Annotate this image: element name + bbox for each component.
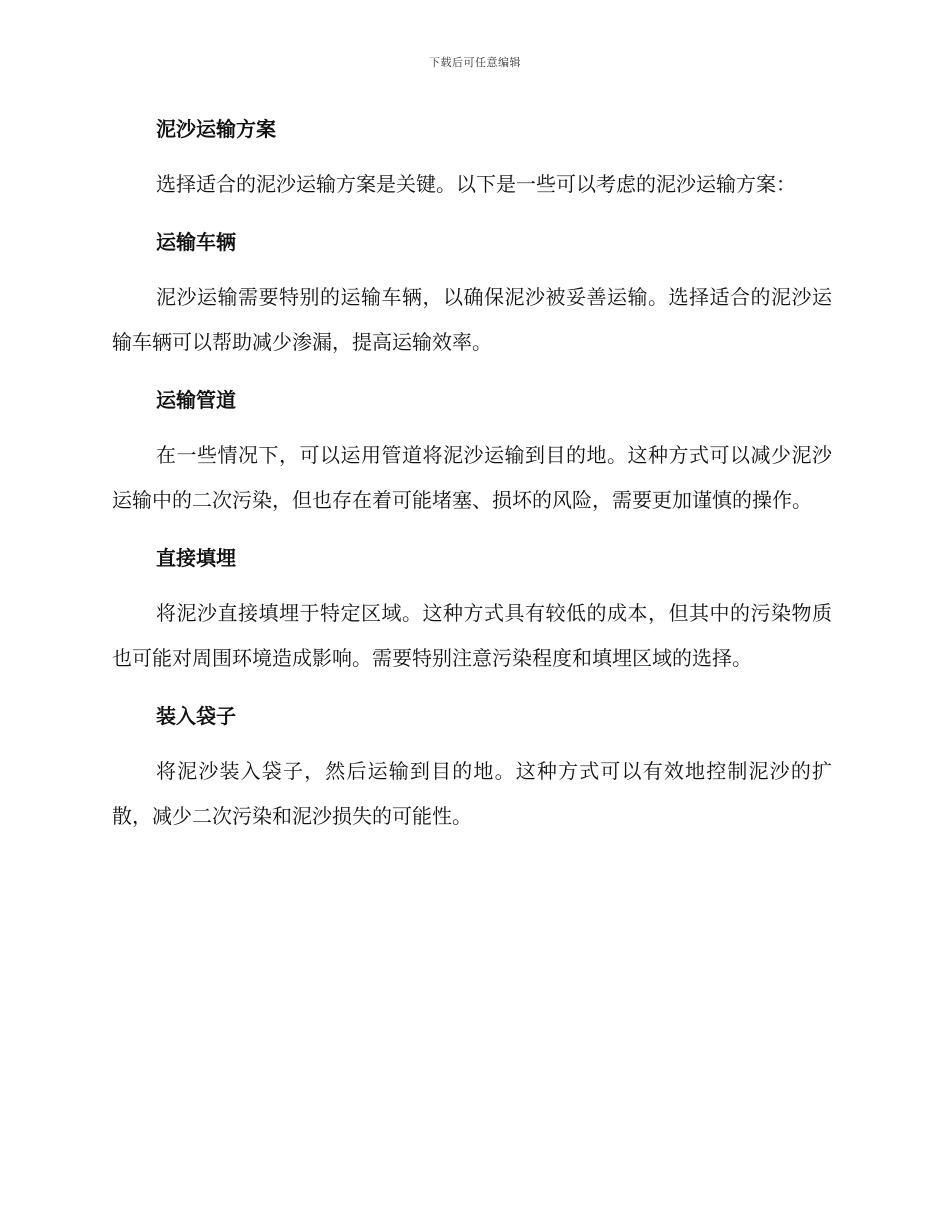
section-title-direct-landfill: 直接填埋	[156, 546, 236, 570]
section-body-bagging: 将泥沙装入袋子，然后运输到目的地。这种方式可以有效地控制泥沙的扩散，减少二次污染和泥沙损失的可能性。	[112, 759, 832, 828]
section-title-sediment-transport-plan: 泥沙运输方案	[156, 117, 276, 141]
section-title-transport-vehicles: 运输车辆	[156, 230, 236, 254]
page-header-note: 下载后可任意编辑	[429, 56, 521, 69]
section-body-direct-landfill: 将泥沙直接填埋于特定区域。这种方式具有较低的成本，但其中的污染物质也可能对周围环境造成影响。需要特别注意污染程度和填埋区域的选择。	[112, 601, 832, 670]
section-body-sediment-transport-plan: 选择适合的泥沙运输方案是关键。以下是一些可以考虑的泥沙运输方案：	[156, 172, 796, 196]
section-body-transport-vehicles: 泥沙运输需要特别的运输车辆，以确保泥沙被妥善运输。选择适合的泥沙运输车辆可以帮助减少渗漏，提高运输效率。	[112, 285, 832, 354]
section-body-transport-pipeline: 在一些情况下，可以运用管道将泥沙运输到目的地。这种方式可以减少泥沙运输中的二次污染，但也存在着可能堵塞、损坏的风险，需要更加谨慎的操作。	[112, 443, 832, 512]
document-body	[112, 106, 832, 839]
section-title-transport-pipeline: 运输管道	[156, 388, 236, 412]
section-title-bagging: 装入袋子	[156, 704, 236, 728]
